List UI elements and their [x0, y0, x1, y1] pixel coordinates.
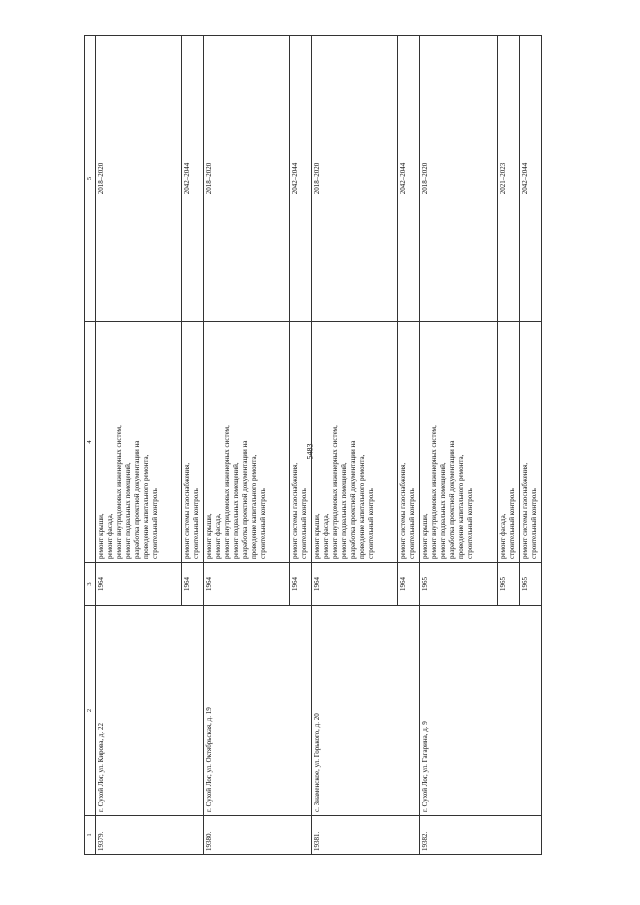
record-number: 19382.: [420, 816, 542, 855]
repair-work-line: строительный контроль: [151, 488, 159, 559]
building-address: г. Сухой Лог, ул. Кирова, д. 22: [96, 606, 204, 816]
repair-work-line: ремонт фасада,: [106, 513, 114, 559]
repair-works: [312, 322, 398, 563]
repair-work-line: строительный контроль: [508, 488, 516, 559]
build-year: 1964: [312, 563, 398, 606]
repair-work-line: ремонт подвальных помещений,: [124, 462, 132, 559]
repair-period: 2018–2020: [96, 36, 182, 322]
repair-work-line: строительный контроль: [259, 488, 267, 559]
repair-period: 2042–2044: [182, 36, 204, 322]
repair-work-line: ремонт подвальных помещений,: [439, 462, 447, 559]
repair-work-line: проведение капитального ремонта,: [250, 454, 258, 559]
build-year: 1964: [398, 563, 420, 606]
table-row: [204, 36, 290, 855]
header-cell-4: 4: [85, 322, 96, 563]
repair-works: [290, 322, 312, 563]
repair-period: 2018–2020: [420, 36, 498, 322]
repair-work-line: ремонт крыши,: [313, 513, 321, 559]
repair-work-line: разработка проектной документации на: [241, 440, 249, 559]
repair-work-line: ремонт системы газоснабжения,: [399, 462, 407, 559]
record-number: 19379.: [96, 816, 204, 855]
header-cell-1: 1: [85, 816, 96, 855]
build-year: 1965: [498, 563, 520, 606]
build-year: 1964: [182, 563, 204, 606]
repair-work-line: проведение капитального ремонта,: [457, 454, 465, 559]
repair-work-line: строительный контроль: [408, 488, 416, 559]
header-row: [85, 36, 96, 855]
table-row: [420, 36, 498, 855]
repair-work-line: ремонт крыши,: [97, 513, 105, 559]
header-cell-5: 5: [85, 36, 96, 322]
build-year: 1964: [204, 563, 290, 606]
repair-period: 2042–2044: [520, 36, 542, 322]
repair-works: [182, 322, 204, 563]
repair-period: 2042–2044: [398, 36, 420, 322]
table-row: [96, 36, 182, 855]
page-number: 5483: [305, 443, 315, 460]
build-year: 1964: [290, 563, 312, 606]
repair-work-line: ремонт внутридомовых инженерных систем,: [223, 425, 231, 559]
record-number: 19381.: [312, 816, 420, 855]
repair-work-line: ремонт крыши,: [421, 513, 429, 559]
repair-work-line: строительный контроль: [367, 488, 375, 559]
build-year: 1965: [520, 563, 542, 606]
repair-period: 2021–2023: [498, 36, 520, 322]
build-year: 1965: [420, 563, 498, 606]
repair-work-line: ремонт подвальных помещений,: [340, 462, 348, 559]
repair-work-line: ремонт внутридомовых инженерных систем,: [430, 425, 438, 559]
repair-work-line: строительный контроль: [530, 488, 538, 559]
repair-work-line: строительный контроль: [192, 488, 200, 559]
repair-work-line: ремонт фасада,: [499, 513, 507, 559]
repair-work-line: ремонт фасада,: [322, 513, 330, 559]
capital-repair-table: [84, 35, 542, 855]
building-address: г. Сухой Лог, ул. Гагарина, д. 9: [420, 606, 542, 816]
repair-work-line: ремонт крыши,: [205, 513, 213, 559]
repair-work-line: разработка проектной документации на: [448, 440, 456, 559]
repair-work-line: ремонт системы газоснабжения,: [521, 462, 529, 559]
repair-works: [398, 322, 420, 563]
repair-works: [96, 322, 182, 563]
repair-works: [420, 322, 498, 563]
repair-works: [498, 322, 520, 563]
building-address: с. Знаменское, ул. Горького, д. 20: [312, 606, 420, 816]
repair-works: [204, 322, 290, 563]
landscape-sheet: [84, 35, 564, 855]
repair-period: 2018–2020: [204, 36, 290, 322]
repair-work-line: ремонт системы газоснабжения,: [291, 462, 299, 559]
repair-work-line: ремонт фасада,: [214, 513, 222, 559]
repair-work-line: строительный контроль: [466, 488, 474, 559]
repair-work-line: ремонт внутридомовых инженерных систем,: [115, 425, 123, 559]
repair-work-line: разработка проектной документации на: [133, 440, 141, 559]
repair-work-line: строительный контроль: [300, 488, 308, 559]
header-cell-3: 3: [85, 563, 96, 606]
repair-work-line: ремонт внутридомовых инженерных систем,: [331, 425, 339, 559]
table-row: [312, 36, 398, 855]
table-body: [85, 36, 542, 855]
repair-period: 2042–2044: [290, 36, 312, 322]
repair-work-line: разработка проектной документации на: [349, 440, 357, 559]
record-number: 19380.: [204, 816, 312, 855]
building-address: г. Сухой Лог, ул. Октябрьская, д. 19: [204, 606, 312, 816]
header-cell-2: 2: [85, 606, 96, 816]
repair-period: 2018–2020: [312, 36, 398, 322]
repair-work-line: проведение капитального ремонта,: [358, 454, 366, 559]
repair-work-line: проведение капитального ремонта,: [142, 454, 150, 559]
repair-work-line: ремонт системы газоснабжения,: [183, 462, 191, 559]
repair-work-line: ремонт подвальных помещений,: [232, 462, 240, 559]
build-year: 1964: [96, 563, 182, 606]
repair-works: [520, 322, 542, 563]
